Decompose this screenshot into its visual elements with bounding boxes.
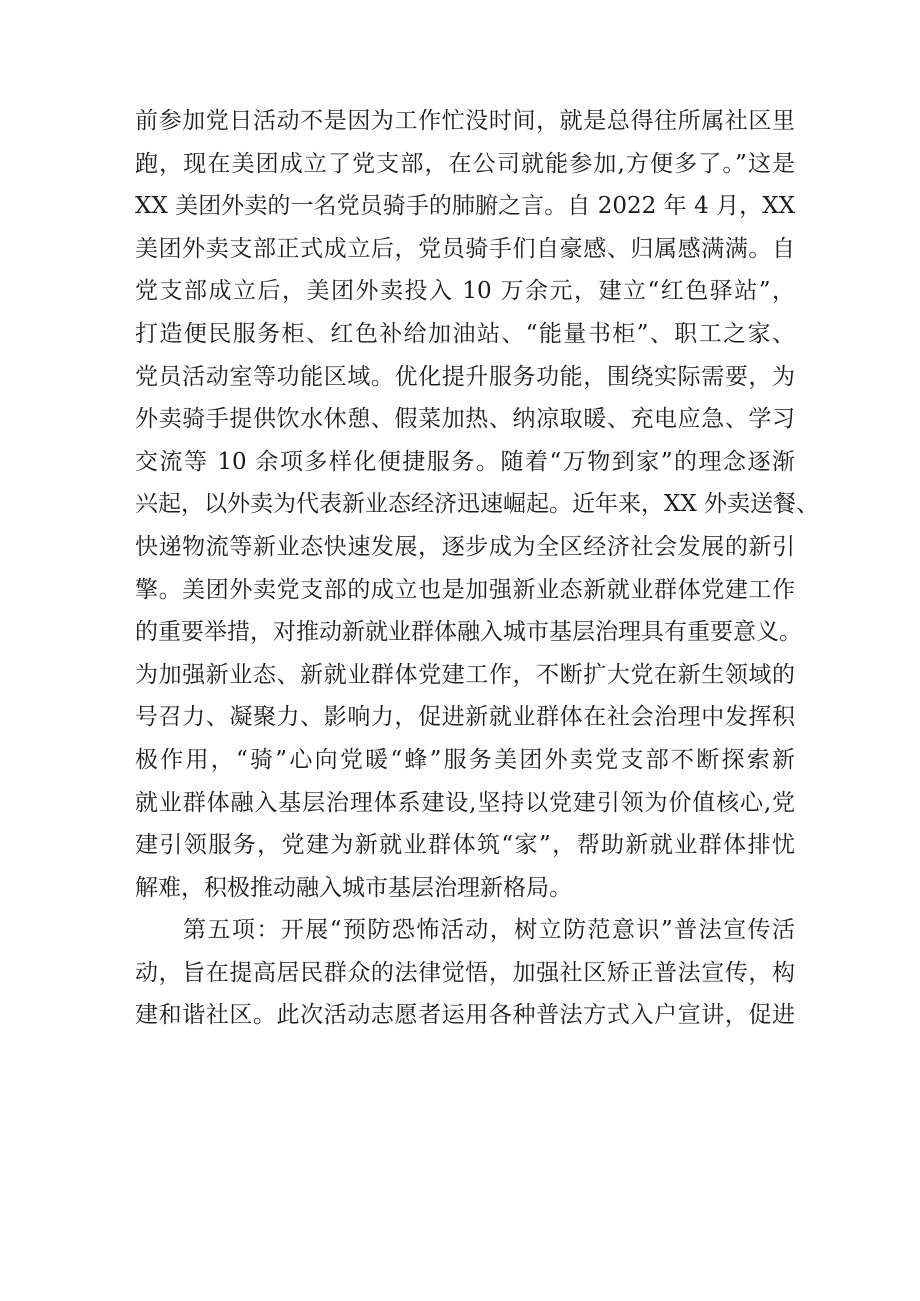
text-line: 为加强新业态、新就业群体党建工作，不断扩大党在新生领域的 (135, 661, 795, 688)
text-line: 党员活动室等功能区域。优化提升服务功能，围绕实际需要，为 (135, 363, 795, 390)
text-line: 擎。美团外卖党支部的成立也是加强新业态新就业群体党建工作 (135, 576, 795, 603)
text-line: 极作用，“骑”心向党暖“蜂”服务美团外卖党支部不断探索新 (135, 746, 795, 773)
section-heading-line: 第五项：开展“预防恐怖活动，树立防范意识”普法宣传活 (183, 917, 795, 944)
text-line: 外卖骑手提供饮水休憩、假菜加热、纳凉取暖、充电应急、学习 (135, 406, 795, 433)
text-line: 跑，现在美团成立了党支部，在公司就能参加,方便多了。”这是 (135, 150, 795, 177)
text-line: 打造便民服务柜、红色补给加油站、“能量书柜”、职工之家、 (135, 320, 795, 347)
text-line: 就业群体融入基层治理体系建设,坚持以党建引领为价值核心,党 (135, 789, 795, 816)
text-line: 动，旨在提高居民群众的法律觉悟，加强社区矫正普法宣传，构 (135, 959, 795, 986)
text-line: 兴起，以外卖为代表新业态经济迅速崛起。近年来，XX 外卖送餐、 (135, 491, 820, 518)
text-line: 党支部成立后，美团外卖投入 10 万余元，建立“红色驿站”， (135, 278, 795, 305)
text-line: 交流等 10 余项多样化便捷服务。随着“万物到家”的理念逐渐 (135, 448, 795, 475)
text-line: 美团外卖支部正式成立后，党员骑手们自豪感、归属感满满。自 (135, 235, 795, 262)
text-line: 建引领服务，党建为新就业群体筑“家”，帮助新就业群体排忧 (135, 832, 795, 859)
text-line: 的重要举措，对推动新就业群体融入城市基层治理具有重要意义。 (135, 619, 802, 646)
paragraph-end-line: 解难，积极推动融入城市基层治理新格局。 (135, 874, 572, 901)
text-line: 快递物流等新业态快速发展，逐步成为全区经济社会发展的新引 (135, 533, 795, 560)
body-text (135, 100, 820, 1037)
text-line: XX 美团外卖的一名党员骑手的肺腑之言。自 2022 年 4 月，XX (135, 193, 795, 220)
text-line: 建和谐社区。此次活动志愿者运用各种普法方式入户宣讲，促进 (135, 1002, 795, 1029)
text-line: 前参加党日活动不是因为工作忙没时间，就是总得往所属社区里 (135, 108, 795, 134)
text-line: 号召力、凝聚力、影响力，促进新就业群体在社会治理中发挥积 (135, 704, 795, 731)
